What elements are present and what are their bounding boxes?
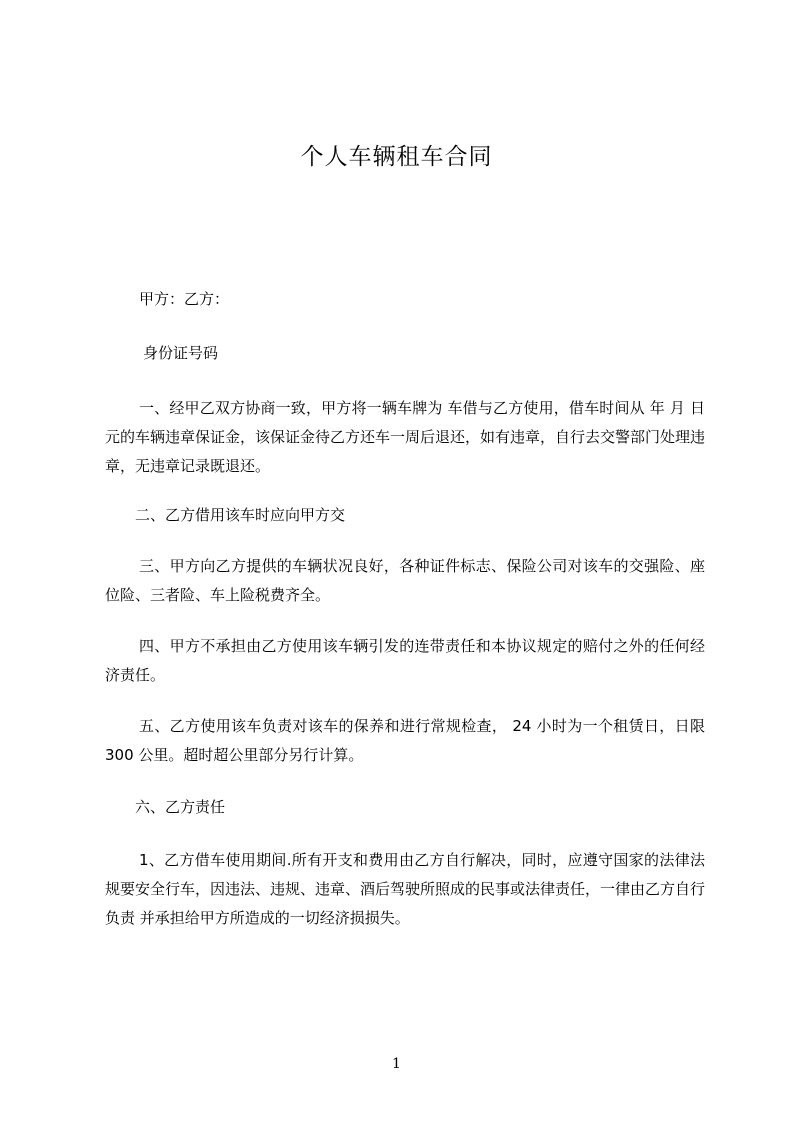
clause-2: 二、乙方借用该车时应向甲方交 [135,506,346,524]
contract-title: 个人车辆租车合同 [300,144,493,170]
clause-6-heading: 六、乙方责任 [135,798,226,816]
clause-4: 四、甲方不承担由乙方使用该车辆引发的连带责任和本协议规定的赔付之外的任何经济责任。 [105,637,705,684]
clause-3: 三、甲方向乙方提供的车辆状况良好，各种证件标志、保险公司对该车的交强险、座位险、三者险、车上险税费齐全。 [105,557,705,604]
clause-5: 五、乙方使用该车负责对该车的保养和进行常规检查， 24 小时为一个租赁日，日限 300 公里。超时超公里部分另行计算。 [105,717,705,764]
id-number-label: 身份证号码 [143,344,219,362]
parties-line: 甲方：乙方： [139,290,230,308]
page-number: 1 [392,1056,401,1072]
clause-6-item-1: 1、乙方借车使用期间.所有开支和费用由乙方自行解决，同时，应遵守国家的法律法规要安全行车，因违法、违规、违章、酒后驾驶所照成的民事或法律责任，一律由乙方自行负责 并承担给甲方所造成的一切经济损损失。 [105,851,706,927]
clause-1: 一、经甲乙双方协商一致，甲方将一辆车牌为 车借与乙方使用，借车时间从 年 月 日 元的车辆违章保证金，该保证金待乙方还车一周后退还，如有违章，自行去交警部门处理违章，无违章记录既退还。 [105,399,706,475]
